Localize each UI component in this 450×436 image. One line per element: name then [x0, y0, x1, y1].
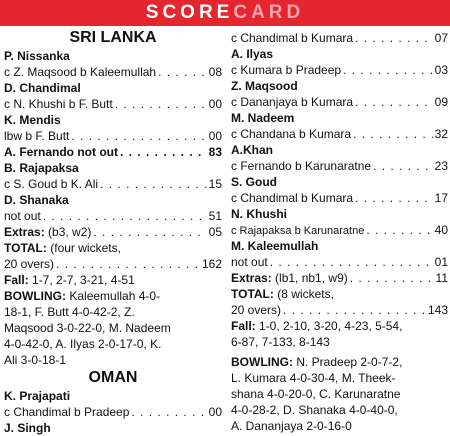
batter-dismissal: c Z. Maqsood b Kaleemullah . . . 08: [4, 64, 222, 80]
batter-not-out: A. Fernando not out . . . 83: [4, 144, 222, 160]
batter-name: M. Kaleemullah: [231, 239, 319, 253]
batter-name: D. Shanaka: [4, 193, 69, 207]
batter-dismissal: c Kumara b Pradeep . . . 03: [231, 62, 448, 78]
batter-name: D. Chandimal: [4, 81, 81, 95]
batter-dismissal: c Rajapaksa b Karunaratne . . . 40: [231, 222, 448, 238]
batter-name: A. Ilyas: [231, 47, 274, 61]
bowling-line: shana 4-0-20-0, C. Karunaratne: [231, 387, 401, 401]
bowling-line: 18-1, F. Butt 4-0-42-2, Z.: [4, 305, 135, 319]
bowling-line: BOWLING: Kaleemullah 4-0-: [4, 289, 161, 303]
batter-name: S. Goud: [231, 175, 277, 189]
batter-dismissal: c Dananjaya b Kumara . . . 09: [231, 94, 448, 110]
team-heading-srilanka: SRI LANKA: [69, 29, 157, 46]
batter-name: N. Khushi: [231, 207, 287, 221]
total-line: TOTAL: (four wickets,: [4, 241, 121, 255]
batter-name: Z. Maqsood: [231, 79, 298, 93]
batter-name: J. Singh: [4, 421, 51, 435]
batter-name: M. Nadeem: [231, 111, 295, 125]
batter-name: K. Prajapati: [4, 389, 71, 403]
fall-of-wickets: Fall: 1-7, 2-7, 3-21, 4-51: [4, 273, 135, 287]
bowling-line: Ali 3-0-18-1: [4, 353, 67, 367]
bowling-line: L. Kumara 4-0-30-4, M. Theek-: [231, 371, 396, 385]
bowling-line: 4-0-42-0, A. Ilyas 2-0-17-0, K.: [4, 337, 162, 351]
batter-dismissal: c N. Khushi b F. Butt . . . 00: [4, 96, 222, 112]
batter-dismissal: c Chandimal b Kumara . . . 17: [231, 190, 448, 206]
extras-line: Extras: (lb1, nb1, w9) . . . 11: [231, 270, 448, 286]
batter-name: B. Rajapaksa: [4, 161, 79, 175]
bowling-line: 4-0-28-2, D. Shanaka 4-0-40-0,: [231, 403, 398, 417]
batter-dismissal: c Chandana b Kumara . . . 32: [231, 126, 448, 142]
batter-name: P. Nissanka: [4, 49, 70, 63]
fall-of-wickets: Fall: 1-0, 2-10, 3-20, 4-23, 5-54,: [231, 319, 403, 333]
batter-dismissal: c S. Goud b K. Ali . . . 15: [4, 176, 222, 192]
bowling-line: BOWLING: N. Pradeep 2-0-7-2,: [231, 355, 403, 369]
extras-line: Extras: (b3, w2) . . . 05: [4, 224, 222, 240]
batter-dismissal: c Fernando b Karunaratne . . . 23: [231, 158, 448, 174]
scorecard-banner: [0, 0, 450, 26]
left-column: [4, 28, 222, 436]
scorecard-title: SCORECARD: [145, 2, 305, 23]
batter-dismissal: not out . . . 51: [4, 208, 222, 224]
right-column: [231, 30, 448, 434]
team-heading-oman: OMAN: [88, 369, 138, 386]
batter-name: A.Khan: [231, 143, 273, 157]
batter-dismissal: c Chandimal b Kumara . . . 07: [231, 30, 448, 46]
batter-dismissal: c Chandimal b Pradeep . . . 00: [4, 404, 222, 420]
batter-dismissal: lbw b F. Butt . . . 00: [4, 128, 222, 144]
fall-of-wickets-cont: 6-87, 7-133, 8-143: [231, 335, 330, 349]
total-line: TOTAL: (8 wickets,: [231, 287, 334, 301]
bowling-line: Maqsood 3-0-22-0, M. Nadeem: [4, 321, 171, 335]
batter-name: K. Mendis: [4, 113, 61, 127]
batter-dismissal: not out . . . 01: [231, 254, 448, 270]
bowling-line: A. Dananjaya 2-0-16-0: [231, 419, 352, 433]
total-overs: 20 overs) . . . 162: [4, 256, 222, 272]
total-overs: 20 overs) . . . 143: [231, 302, 448, 318]
